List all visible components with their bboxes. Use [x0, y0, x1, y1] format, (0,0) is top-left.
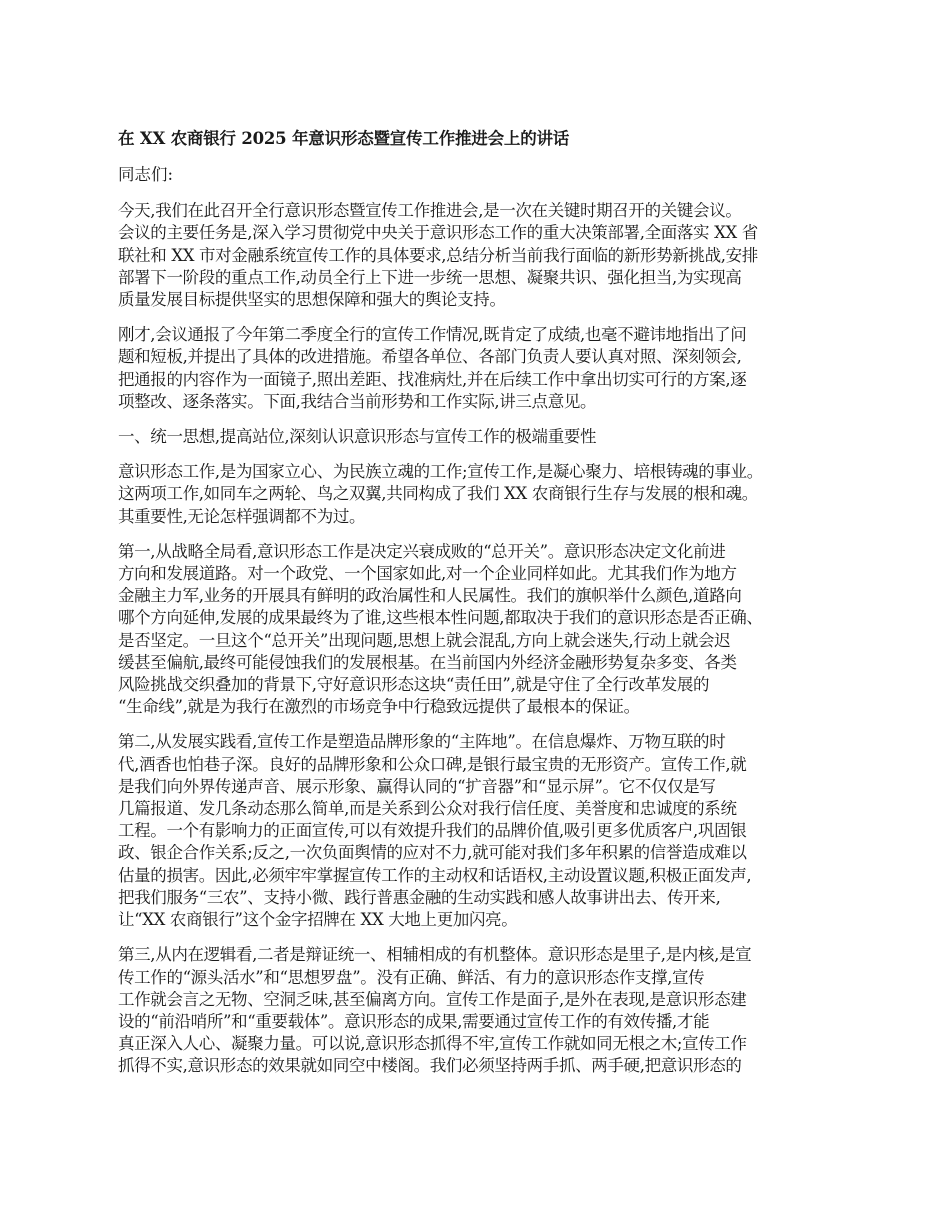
paragraph — [118, 541, 833, 719]
text-line: 方向和发展道路。对一个政党、一个国家如此,对一个企业同样如此。尤其我们作为地方 — [118, 564, 737, 584]
text-line: 题和短板,并提出了具体的改进措施。希望各单位、各部门负责人要认真对照、深刻领会, — [118, 347, 742, 367]
section-heading — [118, 426, 833, 448]
text-line: 其重要性,无论怎样强调都不为过。 — [118, 506, 366, 526]
text-line: 代,酒香也怕巷子深。良好的品牌形象和公众口碑,是银行最宝贵的无形资产。宣传工作,就 — [118, 754, 747, 774]
paragraph — [118, 731, 833, 931]
text-line: 是否坚定。一旦这个“总开关”出现问题,思想上就会混乱,方向上就会迷失,行动上就会迟 — [118, 630, 731, 650]
text-line: 风险挑战交织叠加的背景下,守好意识形态这块“责任田”,就是守住了全行改革发展的 — [118, 675, 710, 695]
text-line: 工程。一个有影响力的正面宣传,可以有效提升我们的品牌价值,吸引更多优质客户,巩固银 — [118, 821, 747, 841]
document-title: 在 XX 农商银行 2025 年意识形态暨宣传工作推进会上的讲话 — [118, 129, 570, 148]
text-line: 设的“前沿哨所”和“重要载体”。意识形态的成果,需要通过宣传工作的有效传播,才能 — [118, 1011, 710, 1031]
text-line: 第三,从内在逻辑看,二者是辩证统一、相辅相成的有机整体。意识形态是里子,是内核,是宣 — [118, 945, 752, 965]
text-line: 质量发展目标提供坚实的思想保障和强大的舆论支持。 — [118, 290, 506, 310]
text-line: 哪个方向延伸,发展的成果最终为了谁,这些根本性问题,都取决于我们的意识形态是否正确、 — [118, 608, 763, 628]
document-body — [118, 200, 833, 1077]
text-line: “生命线”,就是为我行在激烈的市场竞争中行稳致远提供了最根本的保证。 — [118, 697, 640, 717]
text-line: 传工作的“源头活水”和“思想罗盘”。没有正确、鲜活、有力的意识形态作支撑,宣传 — [118, 967, 705, 987]
text-line: 缓甚至偏航,最终可能侵蚀我们的发展根基。在当前国内外经济金融形势复杂多变、各类 — [118, 652, 737, 672]
paragraph — [118, 324, 833, 413]
text-line: 工作就会言之无物、空洞乏味,甚至偏离方向。宣传工作是面子,是外在表现,是意识形态建 — [118, 989, 747, 1009]
text-line: 刚才,会议通报了今年第二季度全行的宣传工作情况,既肯定了成绩,也毫不避讳地指出了问 — [118, 325, 747, 345]
text-line: 第一,从战略全局看,意识形态工作是决定兴衰成败的“总开关”。意识形态决定文化前进 — [118, 541, 726, 561]
text-line: 政、银企合作关系;反之,一次负面舆情的应对不力,就可能对我们多年积累的信誉造成难以 — [118, 843, 747, 863]
text-line: 估量的损害。因此,必须牢牢掌握宣传工作的主动权和话语权,主动设置议题,积极正面发声, — [118, 865, 752, 885]
text-line: 把通报的内容作为一面镜子,照出差距、找准病灶,并在后续工作中拿出切实可行的方案,逐 — [118, 369, 747, 389]
paragraph — [118, 461, 833, 528]
text-line: 今天,我们在此召开全行意识形态暨宣传工作推进会,是一次在关键时期召开的关键会议。 — [118, 201, 742, 221]
text-line: 一、统一思想,提高站位,深刻认识意识形态与宣传工作的极端重要性 — [118, 427, 597, 447]
text-line: 是我们向外界传递声音、展示形象、赢得认同的“扩音器”和“显示屏”。它不仅仅是写 — [118, 776, 716, 796]
paragraph — [118, 200, 833, 311]
text-line: 第二,从发展实践看,宣传工作是塑造品牌形象的“主阵地”。在信息爆炸、万物互联的时 — [118, 732, 726, 752]
text-line: 真正深入人心、凝聚力量。可以说,意识形态抓得不牢,宣传工作就如同无根之木;宣传工作 — [118, 1034, 747, 1054]
paragraph — [118, 944, 833, 1077]
text-line: 让“XX 农商银行”这个金字招牌在 XX 大地上更加闪亮。 — [118, 910, 518, 930]
text-line: 几篇报道、发几条动态那么简单,而是关系到公众对我行信任度、美誉度和忠诚度的系统 — [118, 799, 737, 819]
document-page — [118, 128, 833, 1091]
greeting: 同志们: — [118, 165, 174, 184]
text-line: 这两项工作,如同车之两轮、鸟之双翼,共同构成了我们 XX 农商银行生存与发展的根和魂。 — [118, 484, 758, 504]
text-line: 抓得不实,意识形态的效果就如同空中楼阁。我们必须坚持两手抓、两手硬,把意识形态的 — [118, 1056, 742, 1076]
text-line: 金融主力军,业务的开展具有鲜明的政治属性和人民属性。我们的旗帜举什么颜色,道路向 — [118, 586, 742, 606]
text-line: 会议的主要任务是,深入学习贯彻党中央关于意识形态工作的重大决策部署,全面落实 XX 省 — [118, 223, 758, 243]
text-line: 把我们服务“三农”、支持小微、践行普惠金融的生动实践和感人故事讲出去、传开来, — [118, 887, 721, 907]
text-line: 联社和 XX 市对金融系统宣传工作的具体要求,总结分析当前我行面临的新形势新挑战,安排 — [118, 245, 758, 265]
text-line: 意识形态工作,是为国家立心、为民族立魂的工作;宣传工作,是凝心聚力、培根铸魂的事业。 — [118, 462, 763, 482]
text-line: 部署下一阶段的重点工作,动员全行上下进一步统一思想、凝聚共识、强化担当,为实现高 — [118, 267, 742, 287]
text-line: 项整改、逐条落实。下面,我结合当前形势和工作实际,讲三点意见。 — [118, 391, 597, 411]
